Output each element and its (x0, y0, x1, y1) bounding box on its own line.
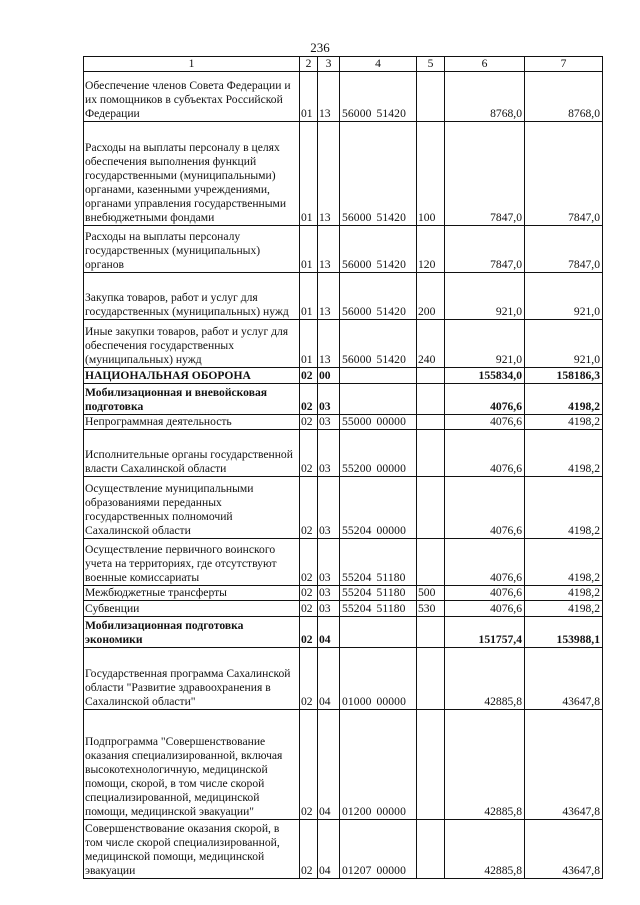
amount-2014-cell: 4076,6 (445, 601, 525, 617)
column-header: 2 (300, 57, 318, 72)
table-row (84, 384, 603, 415)
row-name-cell: Иные закупки товаров, работ и услуг для обеспечения государственных (муниципальных) нужд (84, 320, 300, 368)
subsection-code-cell: 13 (318, 122, 340, 226)
subsection-code-cell: 03 (318, 601, 340, 617)
target-article-part2: 51420 (376, 353, 406, 366)
row-name-cell: Межбюджетные трансферты (84, 586, 300, 601)
table-row (84, 710, 603, 820)
section-code-cell: 01 (300, 273, 318, 320)
target-article-part1: 01200 (342, 805, 372, 818)
amount-2014-cell: 4076,6 (445, 539, 525, 586)
amount-2014-cell: 42885,8 (445, 820, 525, 879)
target-article-part2: 51420 (376, 107, 406, 120)
table-row (84, 72, 603, 122)
amount-2015-cell: 921,0 (525, 273, 603, 320)
expense-type-cell (417, 820, 445, 879)
target-article-part1: 01000 (342, 695, 372, 708)
target-article-part2: 51180 (376, 586, 406, 599)
expense-type-cell (417, 710, 445, 820)
subsection-code-cell: 04 (318, 648, 340, 710)
subsection-code-cell: 13 (318, 273, 340, 320)
expense-type-cell (417, 477, 445, 539)
amount-2015-cell: 7847,0 (525, 122, 603, 226)
table-row (84, 617, 603, 648)
row-name-cell: Непрограммная деятельность (84, 415, 300, 430)
target-article-part1: 56000 (342, 107, 372, 120)
amount-2015-cell: 153988,1 (525, 617, 603, 648)
target-article-cell (340, 368, 417, 384)
target-article-part2: 51420 (376, 305, 406, 318)
target-article-cell (340, 477, 417, 539)
section-code-cell: 02 (300, 710, 318, 820)
target-article-part1: 56000 (342, 353, 372, 366)
column-header: 3 (318, 57, 340, 72)
target-article-part1: 56000 (342, 305, 372, 318)
amount-2015-cell: 4198,2 (525, 477, 603, 539)
table-row (84, 226, 603, 273)
amount-2014-cell: 4076,6 (445, 586, 525, 601)
subsection-code-cell: 13 (318, 320, 340, 368)
section-code-cell: 01 (300, 320, 318, 368)
target-article-cell (340, 320, 417, 368)
row-name-cell: Исполнительные органы государственной власти Сахалинской области (84, 430, 300, 477)
row-name-cell: Совершенствование оказания скорой, в том числе скорой специализированной, медицинской помощи, медицинской эвакуации (84, 820, 300, 879)
target-article-part2: 51180 (376, 602, 406, 615)
row-name-cell: Субвенции (84, 601, 300, 617)
subsection-code-cell: 04 (318, 617, 340, 648)
table-row (84, 477, 603, 539)
row-name-cell: Обеспечение членов Совета Федерации и их помощников в субъектах Российской Федерации (84, 72, 300, 122)
target-article-part1: 55204 (342, 571, 372, 584)
section-code-cell: 02 (300, 601, 318, 617)
subsection-code-cell: 03 (318, 430, 340, 477)
section-code-cell: 02 (300, 368, 318, 384)
target-article-cell (340, 122, 417, 226)
row-name-cell: Расходы на выплаты персоналу государственных (муниципальных) органов (84, 226, 300, 273)
table-row (84, 586, 603, 601)
subsection-code-cell: 03 (318, 477, 340, 539)
row-name-cell: Осуществление муниципальными образованиями переданных государственных полномочий Сахалинской области (84, 477, 300, 539)
target-article-part2: 00000 (376, 864, 406, 877)
amount-2014-cell: 4076,6 (445, 430, 525, 477)
expense-type-cell (417, 430, 445, 477)
table-row (84, 648, 603, 710)
target-article-part1: 55204 (342, 524, 372, 537)
section-code-cell: 01 (300, 72, 318, 122)
target-article-cell (340, 226, 417, 273)
target-article-part1: 56000 (342, 211, 372, 224)
section-code-cell: 01 (300, 122, 318, 226)
table-header-row (84, 57, 603, 72)
section-code-cell: 01 (300, 226, 318, 273)
amount-2014-cell: 4076,6 (445, 477, 525, 539)
subsection-code-cell: 03 (318, 384, 340, 415)
amount-2014-cell: 151757,4 (445, 617, 525, 648)
target-article-part1: 56000 (342, 258, 372, 271)
expense-type-cell (417, 415, 445, 430)
subsection-code-cell: 03 (318, 539, 340, 586)
amount-2015-cell: 43647,8 (525, 648, 603, 710)
target-article-part1: 55204 (342, 602, 372, 615)
target-article-cell (340, 72, 417, 122)
section-code-cell: 02 (300, 477, 318, 539)
target-article-part2: 00000 (376, 695, 406, 708)
table-row (84, 601, 603, 617)
target-article-part2: 00000 (376, 805, 406, 818)
amount-2014-cell: 8768,0 (445, 72, 525, 122)
row-name-cell: Подпрограмма "Совершенствование оказания специализированной, включая высокотехнологичную, медицинской помощи, скорой, в том числе скорой специализированной, медицинской помощи, медицинской эвакуации" (84, 710, 300, 820)
target-article-cell (340, 384, 417, 415)
amount-2015-cell: 8768,0 (525, 72, 603, 122)
amount-2015-cell: 4198,2 (525, 539, 603, 586)
target-article-cell (340, 710, 417, 820)
subsection-code-cell: 13 (318, 226, 340, 273)
expense-type-cell (417, 72, 445, 122)
target-article-part1: 55204 (342, 586, 372, 599)
target-article-part2: 51420 (376, 211, 406, 224)
amount-2015-cell: 4198,2 (525, 415, 603, 430)
amount-2014-cell: 7847,0 (445, 226, 525, 273)
amount-2015-cell: 4198,2 (525, 430, 603, 477)
amount-2014-cell: 42885,8 (445, 648, 525, 710)
section-code-cell: 02 (300, 539, 318, 586)
target-article-cell (340, 648, 417, 710)
subsection-code-cell: 04 (318, 820, 340, 879)
expense-type-cell (417, 368, 445, 384)
expense-type-cell (417, 648, 445, 710)
amount-2014-cell: 4076,6 (445, 415, 525, 430)
expense-type-cell: 100 (417, 122, 445, 226)
target-article-cell (340, 601, 417, 617)
section-code-cell: 02 (300, 617, 318, 648)
subsection-code-cell: 00 (318, 368, 340, 384)
page-number: 236 (310, 40, 330, 55)
table-row (84, 539, 603, 586)
target-article-part1: 01207 (342, 864, 372, 877)
amount-2015-cell: 4198,2 (525, 586, 603, 601)
target-article-cell (340, 539, 417, 586)
amount-2015-cell: 4198,2 (525, 384, 603, 415)
amount-2015-cell: 4198,2 (525, 601, 603, 617)
target-article-cell (340, 820, 417, 879)
table-row (84, 122, 603, 226)
column-header: 7 (525, 57, 603, 72)
table-row (84, 368, 603, 384)
amount-2014-cell: 7847,0 (445, 122, 525, 226)
expense-type-cell (417, 617, 445, 648)
amount-2014-cell: 4076,6 (445, 384, 525, 415)
amount-2014-cell: 921,0 (445, 273, 525, 320)
target-article-part2: 51180 (376, 571, 406, 584)
amount-2015-cell: 43647,8 (525, 710, 603, 820)
section-code-cell: 02 (300, 415, 318, 430)
column-header: 1 (84, 57, 300, 72)
expense-type-cell: 530 (417, 601, 445, 617)
subsection-code-cell: 04 (318, 710, 340, 820)
target-article-part2: 00000 (376, 462, 406, 475)
section-code-cell: 02 (300, 648, 318, 710)
table-row (84, 430, 603, 477)
amount-2015-cell: 7847,0 (525, 226, 603, 273)
row-name-cell: Осуществление первичного воинского учета на территориях, где отсутствуют военные комиссариаты (84, 539, 300, 586)
table-row (84, 820, 603, 879)
target-article-part2: 00000 (376, 415, 406, 428)
target-article-cell (340, 415, 417, 430)
section-code-cell: 02 (300, 430, 318, 477)
table-row (84, 415, 603, 430)
table-row (84, 273, 603, 320)
target-article-cell (340, 273, 417, 320)
column-header: 4 (340, 57, 417, 72)
target-article-cell (340, 430, 417, 477)
target-article-cell (340, 617, 417, 648)
row-name-cell: Государственная программа Сахалинской области "Развитие здравоохранения в Сахалинской области" (84, 648, 300, 710)
expense-type-cell (417, 539, 445, 586)
expense-type-cell (417, 384, 445, 415)
expense-type-cell: 500 (417, 586, 445, 601)
target-article-part2: 00000 (376, 524, 406, 537)
budget-table (83, 56, 603, 879)
column-header: 5 (417, 57, 445, 72)
subsection-code-cell: 03 (318, 586, 340, 601)
target-article-part1: 55200 (342, 462, 372, 475)
target-article-part1: 55000 (342, 415, 372, 428)
row-name-cell: Расходы на выплаты персоналу в целях обеспечения выполнения функций государственными (муниципальными) органами, казенными учреждениями, органами управления государственными внебюджетными фондами (84, 122, 300, 226)
amount-2015-cell: 921,0 (525, 320, 603, 368)
table-row (84, 320, 603, 368)
expense-type-cell: 200 (417, 273, 445, 320)
amount-2014-cell: 42885,8 (445, 710, 525, 820)
row-name-cell: Мобилизационная подготовка экономики (84, 617, 300, 648)
column-header: 6 (445, 57, 525, 72)
amount-2014-cell: 155834,0 (445, 368, 525, 384)
expense-type-cell: 240 (417, 320, 445, 368)
amount-2014-cell: 921,0 (445, 320, 525, 368)
target-article-part2: 51420 (376, 258, 406, 271)
row-name-cell: НАЦИОНАЛЬНАЯ ОБОРОНА (84, 368, 300, 384)
subsection-code-cell: 03 (318, 415, 340, 430)
subsection-code-cell: 13 (318, 72, 340, 122)
expense-type-cell: 120 (417, 226, 445, 273)
row-name-cell: Мобилизационная и вневойсковая подготовка (84, 384, 300, 415)
amount-2015-cell: 158186,3 (525, 368, 603, 384)
section-code-cell: 02 (300, 384, 318, 415)
section-code-cell: 02 (300, 586, 318, 601)
target-article-cell (340, 586, 417, 601)
row-name-cell: Закупка товаров, работ и услуг для государственных (муниципальных) нужд (84, 273, 300, 320)
amount-2015-cell: 43647,8 (525, 820, 603, 879)
section-code-cell: 02 (300, 820, 318, 879)
